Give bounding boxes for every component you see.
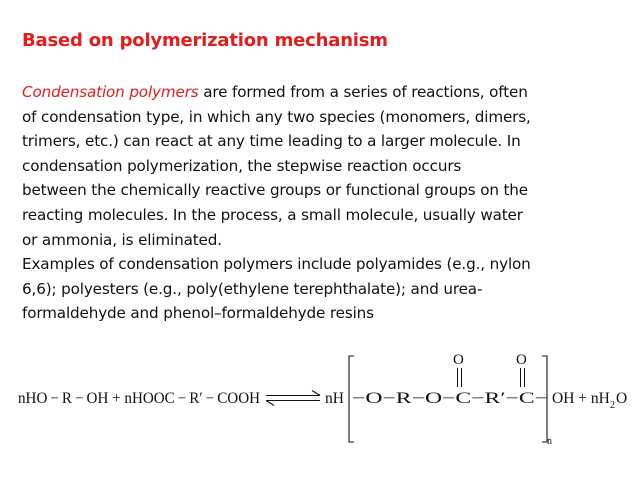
carbonyl-oxygen: O [453,352,464,368]
body-paragraph [22,80,622,326]
para-line: reacting molecules. In the process, a small molecule, usually water [22,205,523,224]
carbonyl-oxygen: O [516,352,527,368]
para-line: formaldehyde and phenol–formaldehyde resins [22,304,374,323]
highlight-term: Condensation polymers [22,83,199,101]
para-line: between the chemically reactive groups or functional groups on the [22,181,528,200]
para-line: condensation polymerization, the stepwise reaction occurs [22,156,462,175]
condensation-equation [16,340,626,448]
para-line: Condensation polymers are formed from a series of reactions, often [22,83,528,101]
product-prefix: nH [325,390,344,407]
water-subscript: 2 [610,400,615,411]
equation-reactants: nHO − R − OH + nHOOC − R′ − COOH [18,390,260,407]
slide-title: Based on polymerization mechanism [22,30,388,51]
product-suffix: OH + nH [552,390,610,407]
para-line: or ammonia, is eliminated. [22,230,222,249]
para-line: 6,6); polyesters (e.g., poly(ethylene terephthalate); and urea- [22,279,483,298]
para-line: Examples of condensation polymers include polyamides (e.g., nylon [22,255,531,274]
equilibrium-arrow-icon [266,391,320,406]
repeat-unit: −O−R−O−C−R′−C− [352,390,548,407]
repeat-count: n [547,436,552,447]
para-line: of condensation type, in which any two species (monomers, dimers, [22,107,531,126]
double-bond [458,368,525,387]
para-line: trimers, etc.) can react at any time leading to a larger molecule. In [22,132,521,151]
water-oxygen: O [616,390,628,407]
